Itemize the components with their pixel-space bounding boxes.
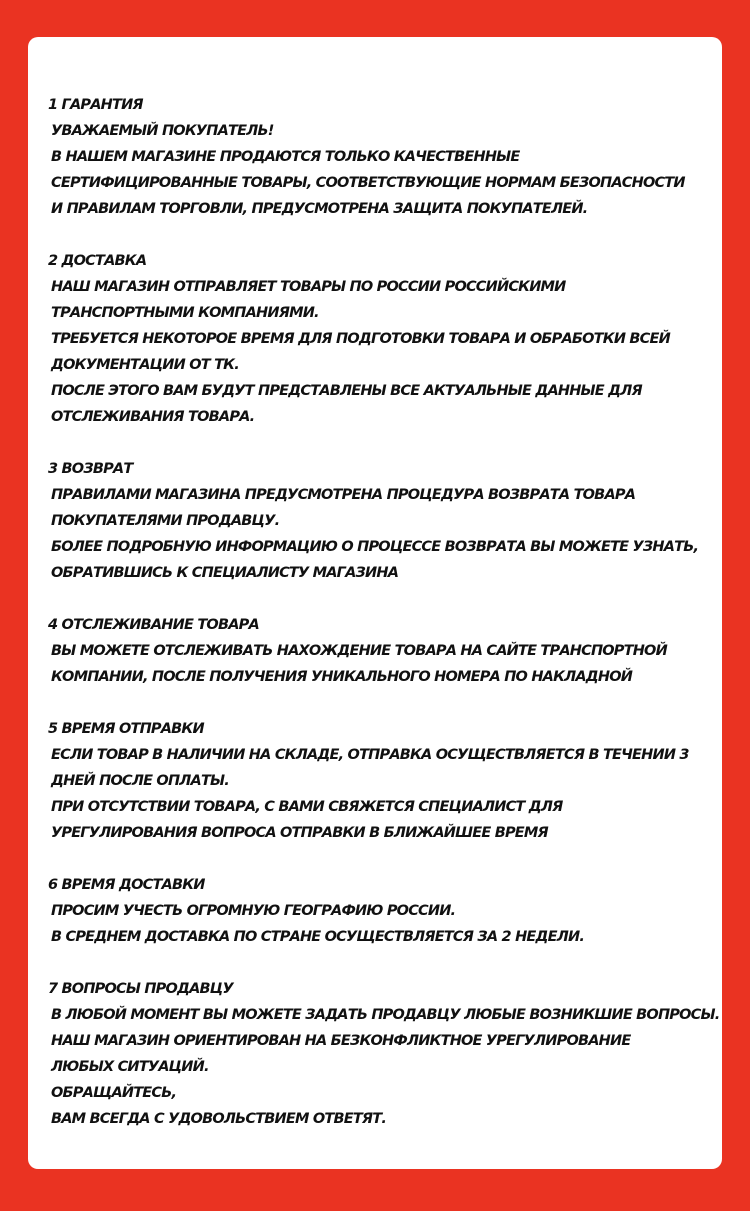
section-dispatch-time	[48, 716, 708, 846]
section-line: ЛЮБЫХ СИТУАЦИЙ.	[51, 1059, 209, 1075]
section-heading: 2 ДОСТАВКА	[48, 253, 147, 269]
section-line: УРЕГУЛИРОВАНИЯ ВОПРОСА ОТПРАВКИ В БЛИЖАЙШЕЕ ВРЕМЯ	[51, 825, 548, 841]
section-line: В НАШЕМ МАГАЗИНЕ ПРОДАЮТСЯ ТОЛЬКО КАЧЕСТВЕННЫЕ	[51, 149, 520, 165]
section-line: БОЛЕЕ ПОДРОБНУЮ ИНФОРМАЦИЮ О ПРОЦЕССЕ ВОЗВРАТА ВЫ МОЖЕТЕ УЗНАТЬ,	[51, 539, 699, 555]
section-line: ОБРАТИВШИСЬ К СПЕЦИАЛИСТУ МАГАЗИНА	[51, 565, 399, 581]
section-line: НАШ МАГАЗИН ОРИЕНТИРОВАН НА БЕЗКОНФЛИКТНОЕ УРЕГУЛИРОВАНИЕ	[51, 1033, 631, 1049]
section-line: ТРАНСПОРТНЫМИ КОМПАНИЯМИ.	[51, 305, 319, 321]
section-delivery	[48, 248, 708, 430]
section-guarantee	[48, 92, 708, 222]
section-line: НАШ МАГАЗИН ОТПРАВЛЯЕТ ТОВАРЫ ПО РОССИИ РОССИЙСКИМИ	[51, 279, 566, 295]
section-line: ПРОСИМ УЧЕСТЬ ОГРОМНУЮ ГЕОГРАФИЮ РОССИИ.	[51, 903, 456, 919]
section-heading: 3 ВОЗВРАТ	[48, 461, 133, 477]
section-line: И ПРАВИЛАМ ТОРГОВЛИ, ПРЕДУСМОТРЕНА ЗАЩИТА ПОКУПАТЕЛЕЙ.	[51, 201, 588, 217]
section-line: ПОКУПАТЕЛЯМИ ПРОДАВЦУ.	[51, 513, 280, 529]
section-line: ПОСЛЕ ЭТОГО ВАМ БУДУТ ПРЕДСТАВЛЕНЫ ВСЕ АКТУАЛЬНЫЕ ДАННЫЕ ДЛЯ	[51, 383, 642, 399]
section-tracking	[48, 612, 708, 690]
section-heading: 7 ВОПРОСЫ ПРОДАВЦУ	[48, 981, 233, 997]
info-content	[48, 92, 720, 1158]
section-line: СЕРТИФИЦИРОВАННЫЕ ТОВАРЫ, СООТВЕТСТВУЮЩИЕ НОРМАМ БЕЗОПАСНОСТИ	[51, 175, 685, 191]
section-line: ТРЕБУЕТСЯ НЕКОТОРОЕ ВРЕМЯ ДЛЯ ПОДГОТОВКИ ТОВАРА И ОБРАБОТКИ ВСЕЙ	[51, 331, 670, 347]
section-line: ДНЕЙ ПОСЛЕ ОПЛАТЫ.	[51, 773, 229, 789]
section-heading: 4 ОТСЛЕЖИВАНИЕ ТОВАРА	[48, 617, 259, 633]
section-line: ПРИ ОТСУТСТВИИ ТОВАРА, С ВАМИ СВЯЖЕТСЯ СПЕЦИАЛИСТ ДЛЯ	[51, 799, 563, 815]
section-line: УВАЖАЕМЫЙ ПОКУПАТЕЛЬ!	[51, 123, 274, 139]
section-line: КОМПАНИИ, ПОСЛЕ ПОЛУЧЕНИЯ УНИКАЛЬНОГО НОМЕРА ПО НАКЛАДНОЙ	[51, 669, 633, 685]
section-line: ОТСЛЕЖИВАНИЯ ТОВАРА.	[51, 409, 255, 425]
section-return	[48, 456, 708, 586]
section-line: ВАМ ВСЕГДА С УДОВОЛЬСТВИЕМ ОТВЕТЯТ.	[51, 1111, 387, 1127]
section-heading: 1 ГАРАНТИЯ	[48, 97, 143, 113]
section-delivery-time	[48, 872, 708, 950]
section-line: В СРЕДНЕМ ДОСТАВКА ПО СТРАНЕ ОСУЩЕСТВЛЯЕТСЯ ЗА 2 НЕДЕЛИ.	[51, 929, 585, 945]
section-line: ДОКУМЕНТАЦИИ ОТ ТК.	[51, 357, 239, 373]
section-line: ЕСЛИ ТОВАР В НАЛИЧИИ НА СКЛАДЕ, ОТПРАВКА ОСУЩЕСТВЛЯЕТСЯ В ТЕЧЕНИИ 3	[51, 747, 689, 763]
section-heading: 6 ВРЕМЯ ДОСТАВКИ	[48, 877, 205, 893]
section-line: ОБРАЩАЙТЕСЬ,	[51, 1085, 177, 1101]
section-line: ПРАВИЛАМИ МАГАЗИНА ПРЕДУСМОТРЕНА ПРОЦЕДУРА ВОЗВРАТА ТОВАРА	[51, 487, 636, 503]
section-heading: 5 ВРЕМЯ ОТПРАВКИ	[48, 721, 204, 737]
section-seller-questions	[48, 976, 720, 1132]
section-line: В ЛЮБОЙ МОМЕНТ ВЫ МОЖЕТЕ ЗАДАТЬ ПРОДАВЦУ ЛЮБЫЕ ВОЗНИКШИЕ ВОПРОСЫ.	[51, 1007, 720, 1023]
section-line: ВЫ МОЖЕТЕ ОТСЛЕЖИВАТЬ НАХОЖДЕНИЕ ТОВАРА НА САЙТЕ ТРАНСПОРТНОЙ	[51, 643, 667, 659]
info-card	[28, 37, 722, 1169]
